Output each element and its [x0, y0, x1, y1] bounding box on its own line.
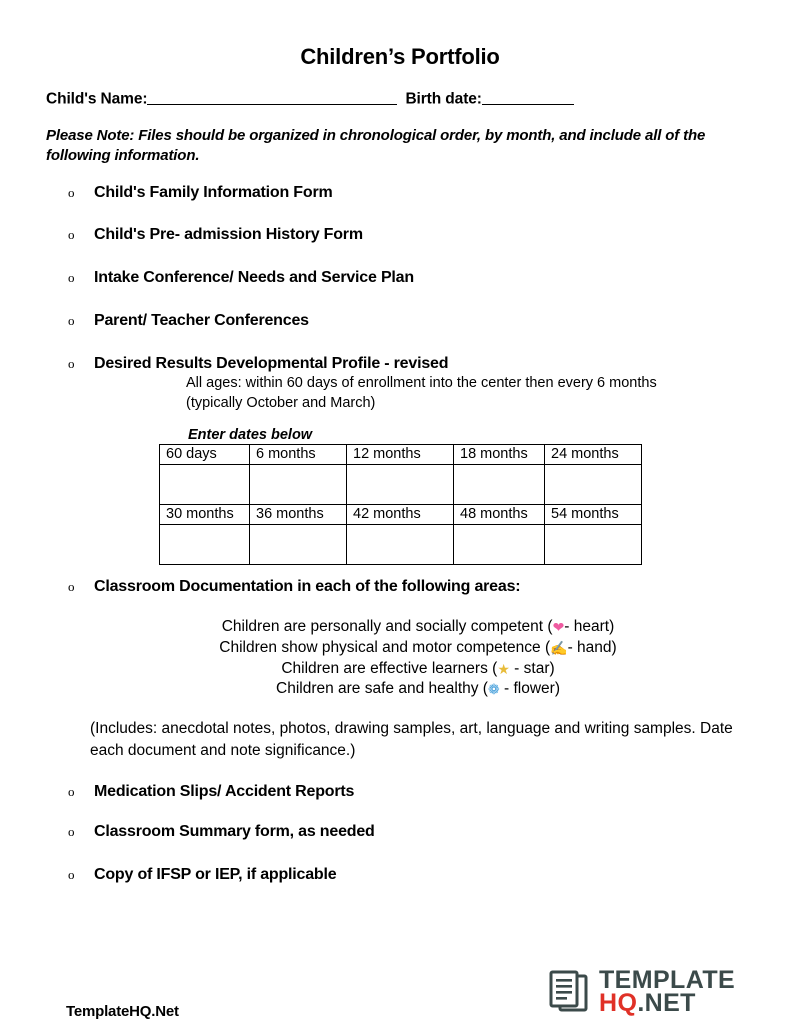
competence-line-safe-healthy — [36, 679, 800, 700]
child-name-label: Child's Name: — [46, 90, 148, 108]
bullet-circle-icon: o — [68, 867, 75, 882]
table-cell: 24 months — [545, 445, 642, 465]
competence-line-social — [36, 617, 800, 638]
list-item-label: Intake Conference/ Needs and Service Plan — [94, 269, 414, 286]
enter-dates-heading: Enter dates below — [188, 427, 313, 443]
list-item-parent-teacher-conferences — [68, 312, 309, 330]
table-row — [160, 445, 642, 465]
heart-icon: ❤ — [552, 619, 565, 635]
table-cell-entry[interactable] — [545, 465, 642, 505]
birth-date-input[interactable] — [482, 88, 574, 105]
bullet-circle-icon: o — [68, 313, 75, 328]
document-stack-icon — [548, 970, 590, 1014]
table-cell: 60 days — [160, 445, 250, 465]
logo-hq-text: HQ — [599, 989, 638, 1017]
table-cell-entry[interactable] — [160, 465, 250, 505]
competence-text-after: - flower) — [499, 680, 560, 698]
competence-line-learners — [36, 659, 800, 680]
table-cell-entry[interactable] — [347, 525, 454, 565]
includes-paragraph: (Includes: anecdotal notes, photos, drawing samples, art, language and writing samples. Date each document and note significance.) — [90, 720, 733, 759]
hand-icon: ✍ — [550, 639, 568, 656]
competence-text-after: - star) — [509, 659, 555, 677]
drdp-schedule-note: All ages: within 60 days of enrollment into the center then every 6 months (typically October and March) — [186, 375, 657, 411]
table-cell: 54 months — [545, 505, 642, 525]
bullet-circle-icon: o — [68, 579, 75, 594]
flower-icon: ❁ — [487, 681, 500, 698]
list-item-label: Classroom Documentation in each of the following areas: — [94, 578, 521, 595]
table-row — [160, 465, 642, 505]
table-cell-entry[interactable] — [545, 525, 642, 565]
table-cell: 36 months — [250, 505, 347, 525]
list-item-intake-conference — [68, 269, 414, 287]
please-note-paragraph: Please Note: Files should be organized in chronological order, by month, and include all of the following information. — [46, 127, 706, 164]
list-item-label: Desired Results Developmental Profile - revised — [94, 355, 449, 372]
list-item-classroom-summary-form — [68, 823, 375, 841]
competence-text-after: - heart) — [564, 618, 615, 635]
list-item-desired-results-developmental-profile — [68, 355, 448, 373]
bullet-circle-icon: o — [68, 784, 75, 799]
table-row — [160, 525, 642, 565]
table-cell: 42 months — [347, 505, 454, 525]
list-item-label: Parent/ Teacher Conferences — [94, 312, 309, 329]
identity-fields-row — [46, 88, 574, 108]
list-item-label: Child's Pre- admission History Form — [94, 226, 363, 243]
footer-site-name: TemplateHQ.Net — [66, 1003, 179, 1020]
logo-template-text: TEMPLATE — [599, 966, 736, 994]
table-cell-entry[interactable] — [250, 465, 347, 505]
star-icon: ★ — [497, 660, 510, 677]
list-item-medication-slips — [68, 783, 354, 801]
table-cell: 18 months — [454, 445, 545, 465]
page-title: Children’s Portfolio — [300, 44, 500, 69]
competence-text-before: Children are safe and healthy ( — [276, 680, 488, 698]
table-cell-entry[interactable] — [347, 465, 454, 505]
competence-line-motor — [36, 638, 800, 659]
competence-text-before: Children are effective learners ( — [281, 659, 498, 677]
list-item-copy-ifsp-iep — [68, 866, 336, 884]
table-cell-entry[interactable] — [250, 525, 347, 565]
list-item-pre-admission-history-form — [68, 226, 363, 244]
table-cell: 30 months — [160, 505, 250, 525]
competence-text-after: - hand) — [567, 638, 617, 656]
competence-text-before: Children show physical and motor competence ( — [219, 638, 551, 656]
list-item-family-information-form — [68, 184, 333, 202]
table-cell-entry[interactable] — [454, 525, 545, 565]
logo-net-text: .NET — [637, 989, 696, 1017]
list-item-classroom-documentation — [68, 578, 520, 596]
dates-table — [159, 444, 642, 565]
bullet-circle-icon: o — [68, 824, 75, 839]
templatehq-logo — [548, 966, 736, 1017]
competence-lines — [0, 617, 800, 700]
competence-text-before: Children are personally and socially competent ( — [221, 618, 553, 635]
child-name-input[interactable] — [147, 88, 397, 105]
table-cell-entry[interactable] — [160, 525, 250, 565]
list-item-label: Medication Slips/ Accident Reports — [94, 783, 355, 800]
list-item-label: Classroom Summary form, as needed — [94, 823, 375, 840]
logo-wordmark — [599, 966, 736, 1017]
bullet-circle-icon: o — [68, 185, 75, 200]
birth-date-label: Birth date: — [405, 90, 482, 108]
bullet-circle-icon: o — [68, 270, 75, 285]
list-item-label: Copy of IFSP or IEP, if applicable — [94, 866, 337, 883]
table-row — [160, 505, 642, 525]
table-cell: 48 months — [454, 505, 545, 525]
logo-hq-net-text — [599, 989, 735, 1017]
list-item-label: Child's Family Information Form — [94, 184, 333, 201]
bullet-circle-icon: o — [68, 356, 75, 371]
bullet-circle-icon: o — [68, 227, 75, 242]
table-cell-entry[interactable] — [454, 465, 545, 505]
table-cell: 12 months — [347, 445, 454, 465]
table-cell: 6 months — [250, 445, 347, 465]
